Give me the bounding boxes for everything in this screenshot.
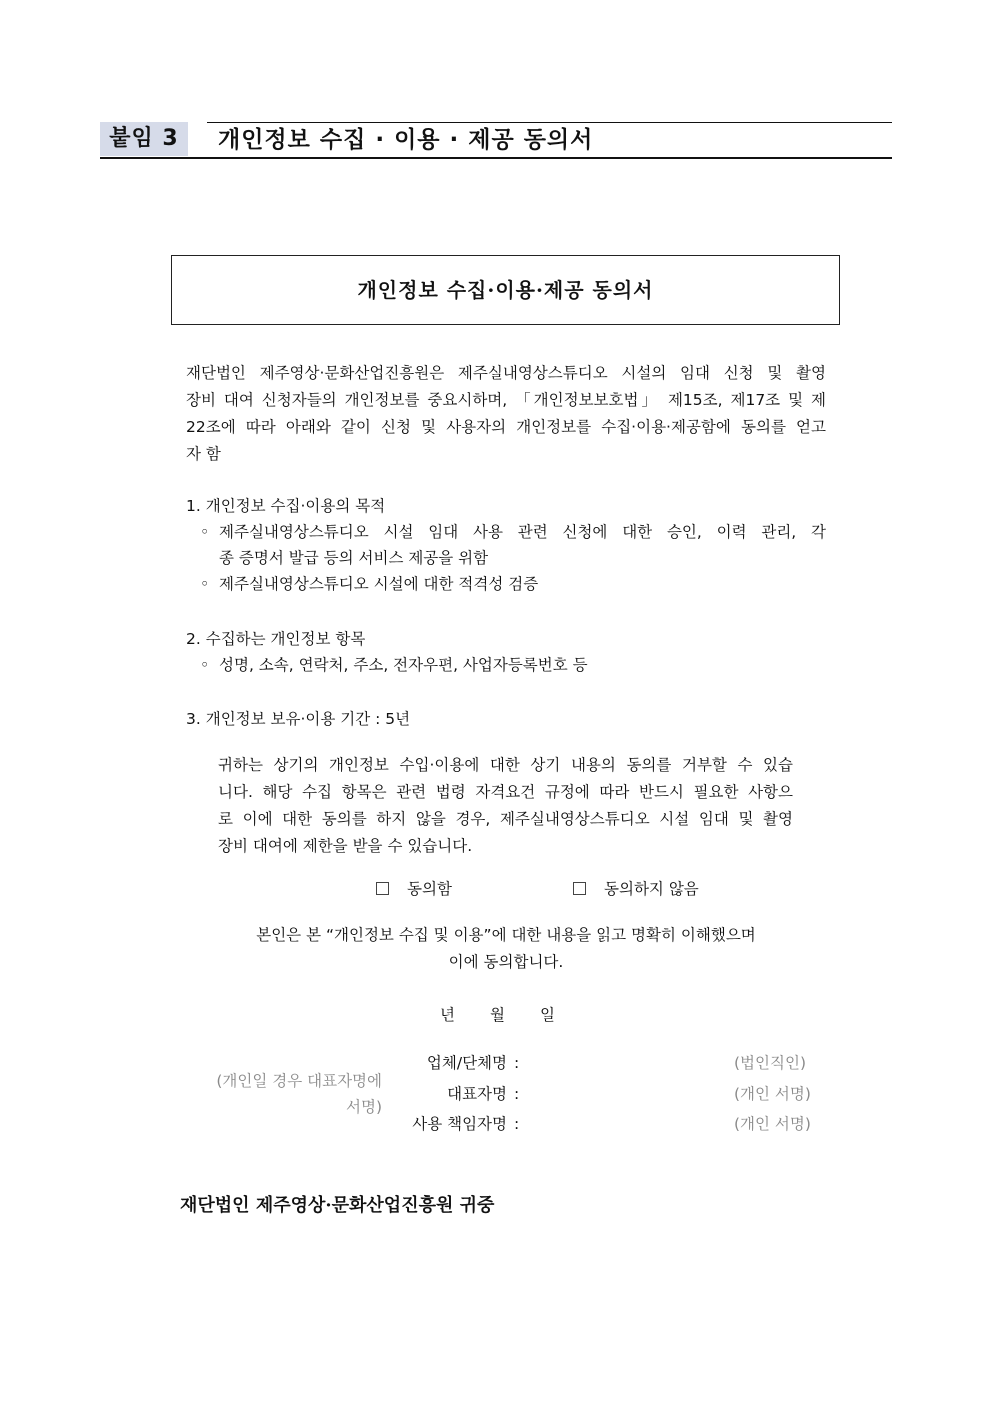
confirmation-line: 본인은 본 “개인정보 수집 및 이용”에 대한 내용을 읽고 명확히 이해했으며 [256,926,756,944]
company-seal-hint: (법인직인) [734,1054,806,1072]
attachment-label: 붙임 3 [100,122,188,156]
intro-line: 자 함 [186,445,221,463]
intro-line: 재단법인 제주영상·문화산업진흥원은 제주실내영상스튜디오 시설의 임대 신청 및 촬영 [186,364,826,382]
manager-signature-hint: (개인 서명) [734,1115,811,1133]
bullet-icon: ◦ [200,656,210,674]
checkbox-icon[interactable] [376,882,389,895]
representative-field[interactable] [530,1080,720,1106]
document-heading: 개인정보 수집 · 이용 · 제공 동의서 [218,127,594,153]
date-line[interactable] [440,1003,590,1027]
confirmation-statement [186,922,826,976]
form-title-box [171,255,840,325]
notice-line: 장비 대여에 제한을 받을 수 있습니다. [218,837,473,855]
notice-line: 귀하는 상기의 개인정보 수입·이용에 대한 상기 내용의 동의를 거부할 수 있습 [218,756,793,774]
company-name-label: 업체/단체명 [426,1054,507,1072]
list-item-text: 성명, 소속, 연락처, 주소, 전자우편, 사업자등록번호 등 [219,656,588,674]
header-rule-top [207,122,892,123]
company-name-field[interactable] [530,1049,720,1075]
company-name-colon: : [514,1054,520,1072]
section-heading: 3. 개인정보 보유·이용 기간 : 5년 [186,710,411,728]
agree-option[interactable] [376,877,452,901]
manager-colon: : [514,1115,520,1133]
addressee: 재단법인 제주영상·문화산업진흥원 귀중 [180,1195,495,1216]
disagree-option[interactable] [573,877,699,901]
list-item-text: 종 증명서 발급 등의 서비스 제공을 위함 [219,549,489,567]
signature-note-line: 서명) [346,1098,382,1116]
manager-label: 사용 책임자명 [412,1115,507,1133]
list-item-text: 제주실내영상스튜디오 시설 임대 사용 관련 신청에 대한 승인, 이력 관리, 각 [219,523,826,541]
section-items [186,626,826,678]
header-rule-bottom [100,157,892,159]
intro-line: 장비 대여 신청자들의 개인정보를 중요시하며, 「개인정보보호법」 제15조, 제17조 및 제 [186,391,826,409]
confirmation-line: 이에 동의합니다. [448,953,564,971]
section-purpose [186,493,826,597]
notice-line: 니다. 해당 수집 항목은 관련 법령 자격요건 규정에 따라 반드시 필요한 사항으 [218,783,793,801]
signature-note-line: (개인일 경우 대표자명에 [216,1072,382,1090]
section-retention [186,706,410,732]
form-title: 개인정보 수집·이용·제공 동의서 [357,278,654,302]
list-item [186,571,826,597]
signature-note [200,1068,382,1120]
representative-signature-hint: (개인 서명) [734,1085,811,1103]
section-heading: 2. 수집하는 개인정보 항목 [186,630,366,648]
list-item [186,519,826,571]
checkbox-icon[interactable] [573,882,586,895]
agree-label: 동의함 [407,880,452,898]
intro-paragraph [186,360,826,468]
date-month: 월 [489,1006,505,1024]
list-item-text: 제주실내영상스튜디오 시설에 대한 적격성 검증 [219,575,539,593]
date-year: 년 [440,1006,455,1024]
disagree-label: 동의하지 않음 [604,880,699,898]
bullet-icon: ◦ [200,575,210,593]
intro-line: 22조에 따라 아래와 같이 신청 및 사용자의 개인정보를 수집·이용·제공함에 동의를 얻고 [186,418,826,436]
date-day: 일 [539,1006,555,1024]
refusal-notice [218,752,793,860]
bullet-icon: ◦ [200,523,210,541]
representative-label: 대표자명 [447,1085,507,1103]
list-item [186,652,826,678]
section-heading: 1. 개인정보 수집·이용의 목적 [186,497,386,515]
representative-colon: : [514,1085,520,1103]
notice-line: 로 이에 대한 동의를 하지 않을 경우, 제주실내영상스튜디오 시설 임대 및 촬영 [218,810,793,828]
manager-field[interactable] [530,1110,720,1136]
